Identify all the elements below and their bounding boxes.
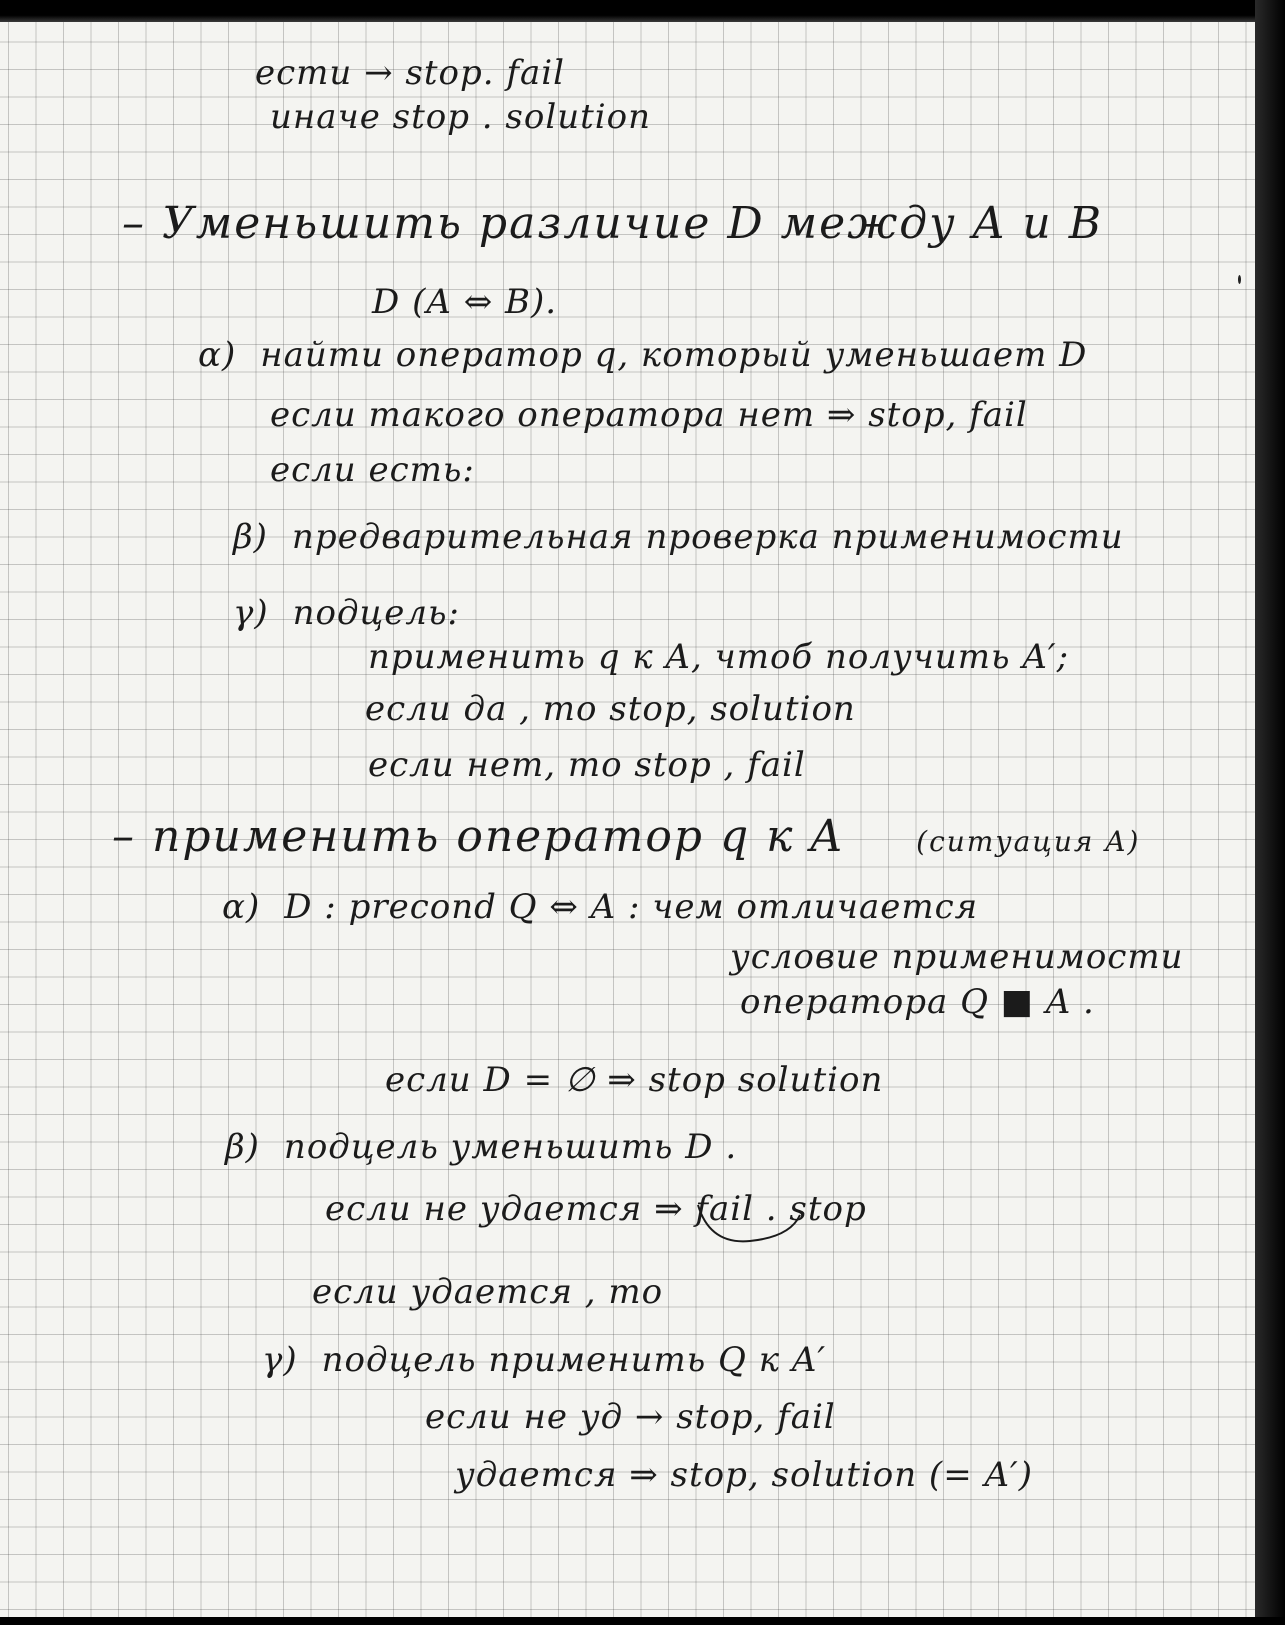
note-text: подцель: [292,593,460,633]
note-text: подцель уменьшить D . [283,1127,738,1167]
note-line: если такого оператора нет ⇒ stop, fail [270,395,1028,435]
note-line: иначе stop . solution [270,97,652,137]
note-line: если не удается ⇒ fail . stop [325,1189,867,1229]
note-line: если удается , то [312,1272,664,1312]
note-line [198,335,1088,375]
note-line [222,887,979,927]
note-line: если есть: [270,450,475,490]
note-line: применить q к A, чтоб получить A′; [368,637,1070,677]
note-line [225,1127,738,1167]
item-marker: β) [233,517,268,557]
underline-curve [690,1185,810,1255]
item-marker: γ) [262,1340,298,1380]
note-heading [112,811,1141,862]
note-line: если D = ∅ ⇒ stop solution [385,1060,884,1100]
scan-border-right [1255,0,1285,1625]
item-marker: α) [198,335,237,375]
item-marker: β) [225,1127,260,1167]
note-formula: D (A ⇔ B). [372,282,558,322]
scan-border-bottom [0,1617,1285,1625]
pencil-mark [1238,275,1241,284]
scan-border-top [0,0,1285,22]
note-aside: (ситуация A) [916,825,1141,858]
note-line [233,593,460,633]
note-text: предварительная проверка применимости [291,517,1124,557]
note-text: найти оператор q, который уменьшает D [260,335,1088,375]
note-line [233,517,1124,557]
item-marker: α) [222,887,261,927]
note-text: подцель применить Q к A′ [321,1340,827,1380]
note-line: если да , то stop, solution [365,689,856,729]
note-line: ести → stop. fail [255,53,565,93]
note-line: если не уд → stop, fail [425,1397,836,1437]
note-line: оператора Q ■ A . [740,982,1095,1022]
note-line: если нет, то stop , fail [368,745,806,785]
note-line [262,1340,827,1380]
item-marker: γ) [233,593,269,633]
note-line: условие применимости [730,937,1184,977]
note-text: – применить оператор q к A [112,811,845,862]
note-text: D : precond Q ⇔ A : чем отличается [284,887,979,927]
note-line: удается ⇒ stop, solution (= A′) [455,1455,1034,1495]
note-heading: – Уменьшить различие D между A и B [122,198,1104,249]
